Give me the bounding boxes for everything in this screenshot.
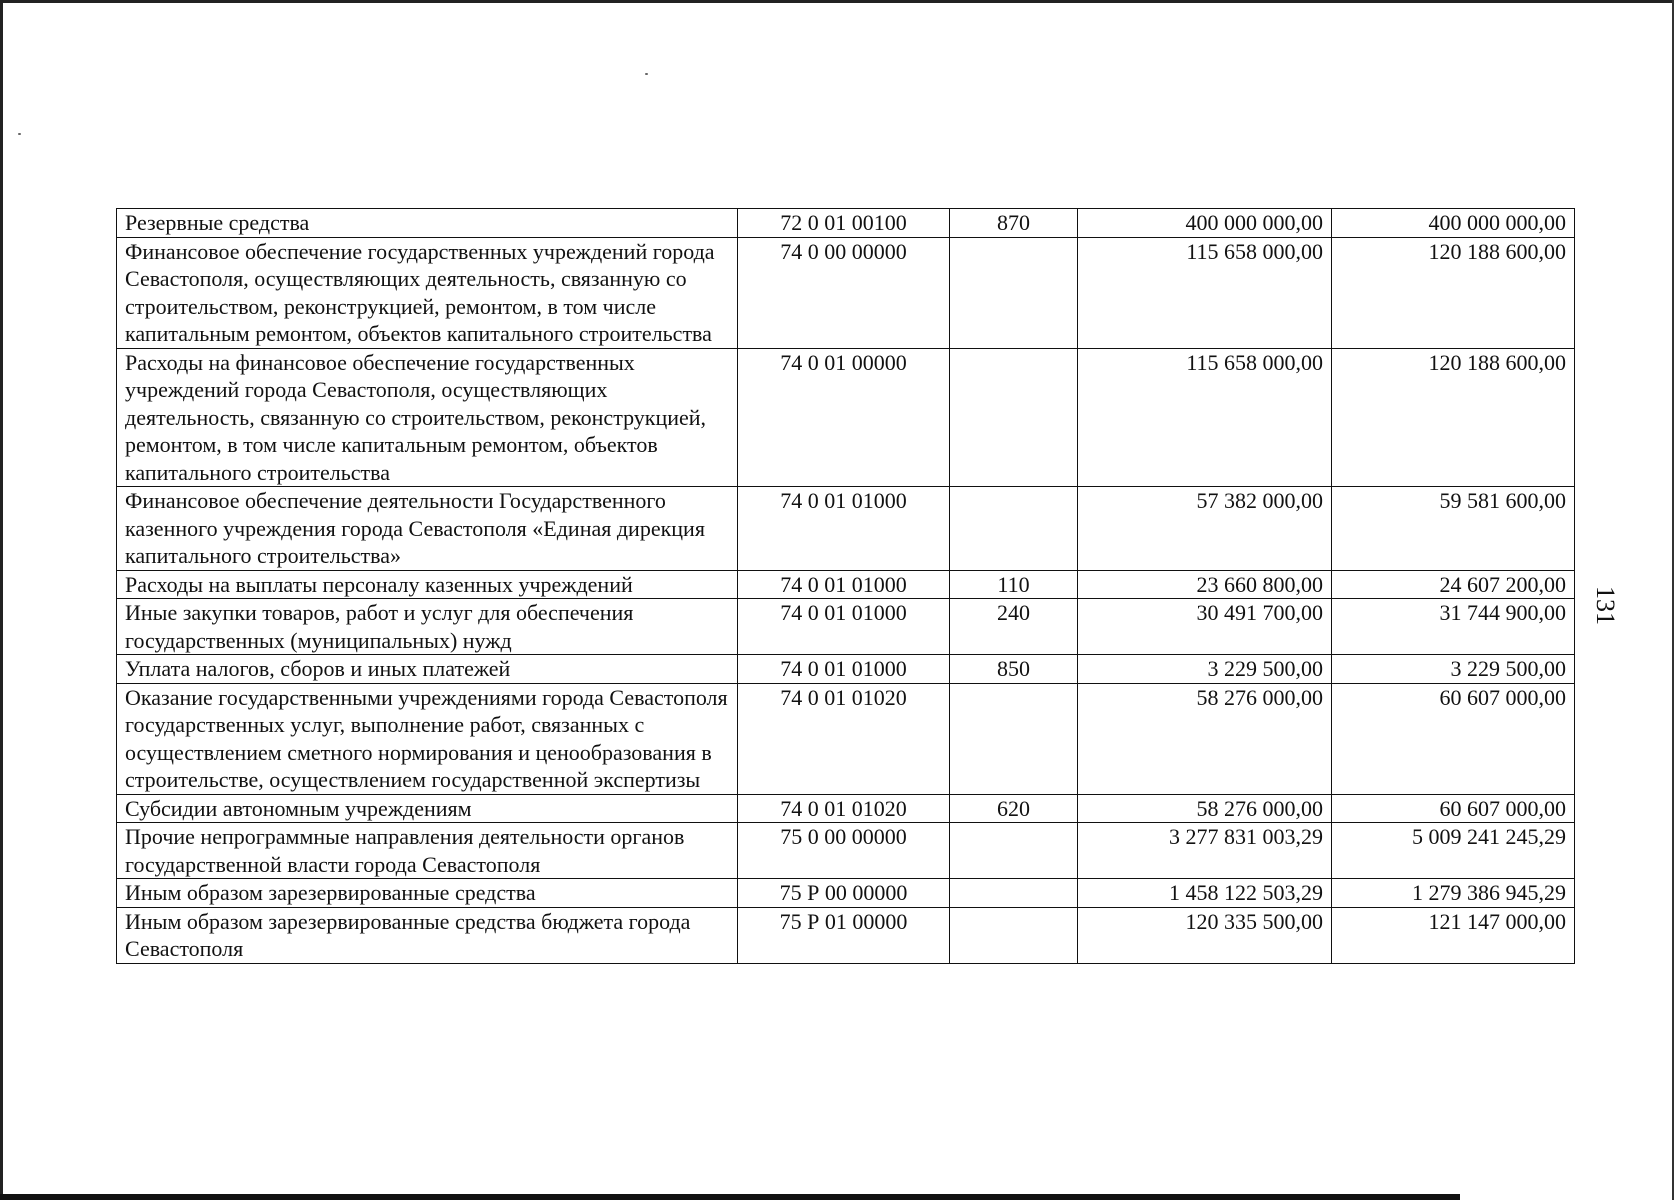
table-row	[117, 487, 1575, 571]
row-code: 74 0 01 01020	[738, 794, 950, 823]
budget-table	[116, 208, 1575, 964]
row-amount-1: 1 458 122 503,29	[1078, 879, 1332, 908]
table-row	[117, 655, 1575, 684]
table-row	[117, 794, 1575, 823]
table-row	[117, 348, 1575, 487]
row-type	[950, 348, 1078, 487]
row-name: Уплата налогов, сборов и иных платежей	[117, 655, 738, 684]
row-amount-1: 58 276 000,00	[1078, 683, 1332, 794]
row-name: Прочие непрограммные направления деятельности органов государственной власти города Севастополя	[117, 823, 738, 879]
page-border-left	[0, 0, 3, 1200]
row-name: Финансовое обеспечение государственных учреждений города Севастополя, осуществляющих деятельность, связанную со строительством, реконструкцией, ремонтом, в том числе капитальным ремонтом, объектов капитального строительства	[117, 237, 738, 348]
row-name: Финансовое обеспечение деятельности Государственного казенного учреждения города Севастополя «Единая дирекция капитального строительства»	[117, 487, 738, 571]
row-type	[950, 879, 1078, 908]
row-amount-2: 400 000 000,00	[1332, 209, 1575, 238]
row-type	[950, 907, 1078, 963]
row-amount-2: 121 147 000,00	[1332, 907, 1575, 963]
row-amount-2: 1 279 386 945,29	[1332, 879, 1575, 908]
row-amount-1: 3 277 831 003,29	[1078, 823, 1332, 879]
row-name: Иным образом зарезервированные средства	[117, 879, 738, 908]
row-name: Субсидии автономным учреждениям	[117, 794, 738, 823]
row-type	[950, 823, 1078, 879]
table-row	[117, 237, 1575, 348]
row-amount-2: 5 009 241 245,29	[1332, 823, 1575, 879]
table-row	[117, 879, 1575, 908]
row-amount-1: 120 335 500,00	[1078, 907, 1332, 963]
scan-speck	[18, 133, 21, 135]
table-row	[117, 570, 1575, 599]
row-type	[950, 237, 1078, 348]
row-type: 620	[950, 794, 1078, 823]
row-amount-1: 115 658 000,00	[1078, 348, 1332, 487]
row-type: 240	[950, 599, 1078, 655]
row-code: 75 Р 00 00000	[738, 879, 950, 908]
row-code: 74 0 01 01020	[738, 683, 950, 794]
row-amount-2: 59 581 600,00	[1332, 487, 1575, 571]
row-amount-1: 23 660 800,00	[1078, 570, 1332, 599]
row-amount-2: 31 744 900,00	[1332, 599, 1575, 655]
page-number: 131	[1591, 586, 1620, 625]
row-type: 110	[950, 570, 1078, 599]
row-amount-1: 115 658 000,00	[1078, 237, 1332, 348]
row-code: 75 0 00 00000	[738, 823, 950, 879]
row-amount-2: 60 607 000,00	[1332, 683, 1575, 794]
row-code: 74 0 01 01000	[738, 487, 950, 571]
table-row	[117, 599, 1575, 655]
row-amount-2: 3 229 500,00	[1332, 655, 1575, 684]
row-type: 870	[950, 209, 1078, 238]
scan-speck	[645, 73, 648, 75]
row-amount-1: 57 382 000,00	[1078, 487, 1332, 571]
table-row	[117, 907, 1575, 963]
row-name: Оказание государственными учреждениями города Севастополя государственных услуг, выполнение работ, связанных с осуществлением сметного нормирования и ценообразования в строительстве, осуществлением государственной экспертизы	[117, 683, 738, 794]
row-code: 74 0 01 00000	[738, 348, 950, 487]
row-code: 72 0 01 00100	[738, 209, 950, 238]
row-code: 74 0 01 01000	[738, 655, 950, 684]
row-code: 74 0 01 01000	[738, 599, 950, 655]
row-name: Расходы на выплаты персоналу казенных учреждений	[117, 570, 738, 599]
row-amount-1: 30 491 700,00	[1078, 599, 1332, 655]
row-name: Расходы на финансовое обеспечение государственных учреждений города Севастополя, осуществляющих деятельность, связанную со строительством, реконструкцией, ремонтом, в том числе капитальным ремонтом, объектов капитального строительства	[117, 348, 738, 487]
row-amount-2: 60 607 000,00	[1332, 794, 1575, 823]
row-amount-1: 400 000 000,00	[1078, 209, 1332, 238]
row-type: 850	[950, 655, 1078, 684]
row-amount-2: 120 188 600,00	[1332, 348, 1575, 487]
row-name: Иные закупки товаров, работ и услуг для обеспечения государственных (муниципальных) нужд	[117, 599, 738, 655]
row-name: Резервные средства	[117, 209, 738, 238]
row-name: Иным образом зарезервированные средства бюджета города Севастополя	[117, 907, 738, 963]
page-border-top	[0, 0, 1674, 3]
row-code: 75 Р 01 00000	[738, 907, 950, 963]
table-row	[117, 209, 1575, 238]
page-border-bottom	[0, 1194, 1460, 1200]
row-amount-1: 3 229 500,00	[1078, 655, 1332, 684]
row-amount-1: 58 276 000,00	[1078, 794, 1332, 823]
row-type	[950, 683, 1078, 794]
row-code: 74 0 00 00000	[738, 237, 950, 348]
table-row	[117, 823, 1575, 879]
table-row	[117, 683, 1575, 794]
row-code: 74 0 01 01000	[738, 570, 950, 599]
row-amount-2: 24 607 200,00	[1332, 570, 1575, 599]
row-amount-2: 120 188 600,00	[1332, 237, 1575, 348]
row-type	[950, 487, 1078, 571]
